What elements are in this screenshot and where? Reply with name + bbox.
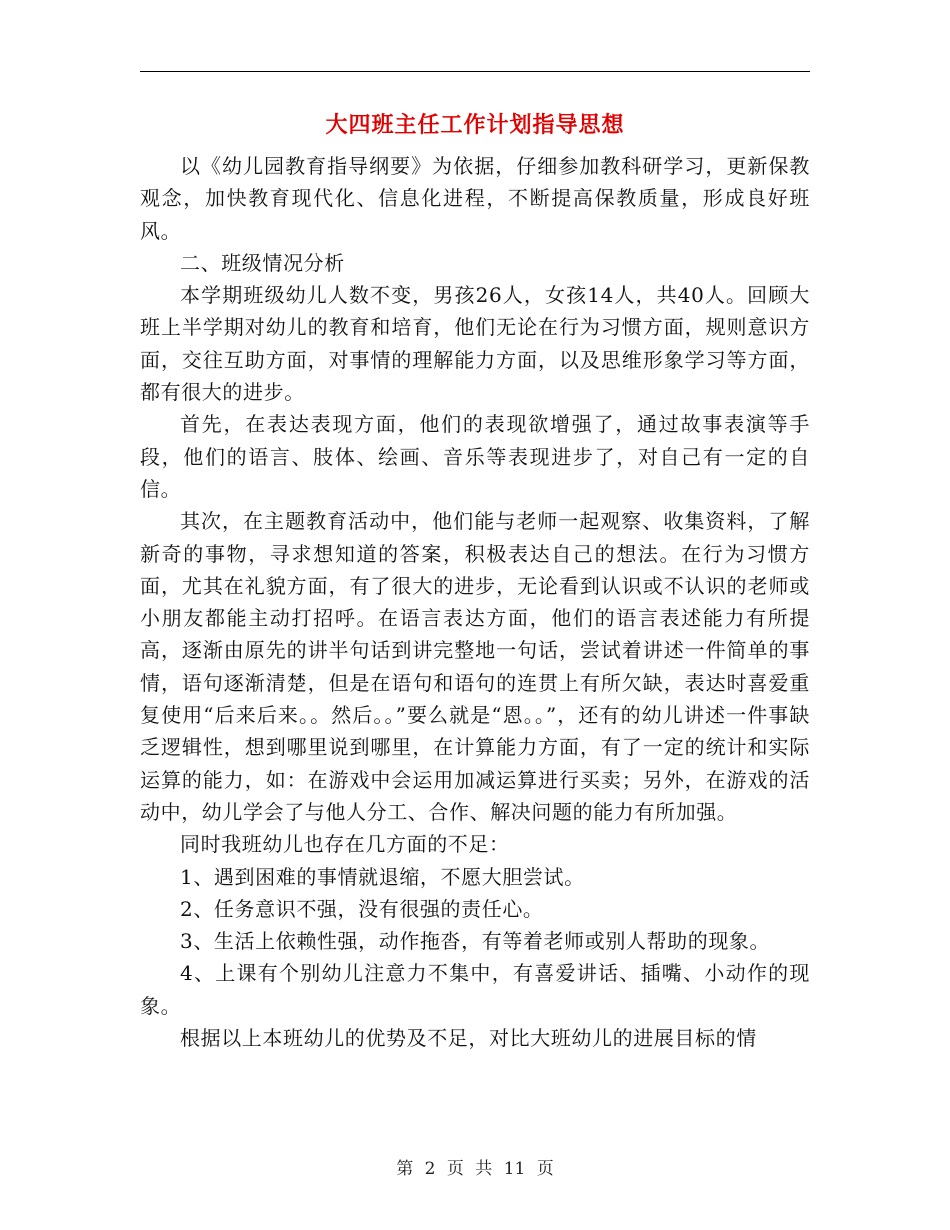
section-heading-class-analysis: 二、班级情况分析 <box>180 250 345 275</box>
paragraph-expression: 首先，在表达表现方面，他们的表现欲增强了，通过故事表演等手段，他们的语言、肢体、绘画、音乐等表现进步了，对自己有一定的自信。 <box>140 412 810 501</box>
page-number: 第 2 页 共 11 页 <box>396 1159 554 1179</box>
list-item-shortcoming-1: 1、遇到困难的事情就退缩，不愿大胆尝试。 <box>180 864 585 889</box>
paragraph-class-overview: 本学期班级幼儿人数不变，男孩26人，女孩14人，共40人。回顾大班上半学期对幼儿的教育和培育，他们无论在行为习惯方面，规则意识方面，交往互助方面，对事情的理解能力方面，以及思维形象学习等方面，都有很大的进步。 <box>140 283 810 405</box>
list-item-shortcoming-4: 4、上课有个别幼儿注意力不集中，有喜爱讲话、插嘴、小动作的现象。 <box>140 961 810 1018</box>
paragraph-guiding-principle: 以《幼儿园教育指导纲要》为依据，仔细参加教科研学习，更新保教观念，加快教育现代化、信息化进程，不断提高保教质量，形成良好班风。 <box>140 154 810 243</box>
paragraph-shortcomings-intro: 同时我班幼儿也存在几方面的不足： <box>180 832 510 857</box>
document-body <box>140 150 810 1054</box>
paragraph-theme-activities: 其次，在主题教育活动中，他们能与老师一起观察、收集资料，了解新奇的事物，寻求想知道的答案，积极表达自己的想法。在行为习惯方面，尤其在礼貌方面，有了很大的进步，无论看到认识或不认识的老师或小朋友都能主动打招呼。在语言表达方面，他们的语言表述能力有所提高，逐渐由原先的讲半句话到讲完整地一句话，尝试着讲述一件简单的事情，语句逐渐清楚，但是在语句和语句的连贯上有所欠缺，表达时喜爱重复使用“后来后来。。然后。。”要么就是“恩。。”，还有的幼儿讲述一件事缺乏逻辑性，想到哪里说到哪里，在计算能力方面，有了一定的统计和实际运算的能力，如：在游戏中会运用加减运算进行买卖；另外，在游戏的活动中，幼儿学会了与他人分工、合作、解决问题的能力有所加强。 <box>140 509 810 824</box>
document-title: 大四班主任工作计划指导思想 <box>325 113 625 138</box>
paragraph-conclusion: 根据以上本班幼儿的优势及不足，对比大班幼儿的进展目标的情 <box>180 1026 757 1051</box>
list-item-shortcoming-3: 3、生活上依赖性强，动作拖沓，有等着老师或别人帮助的现象。 <box>180 929 771 954</box>
header-rule <box>140 71 810 72</box>
list-item-shortcoming-2: 2、任务意识不强，没有很强的责任心。 <box>180 896 544 921</box>
